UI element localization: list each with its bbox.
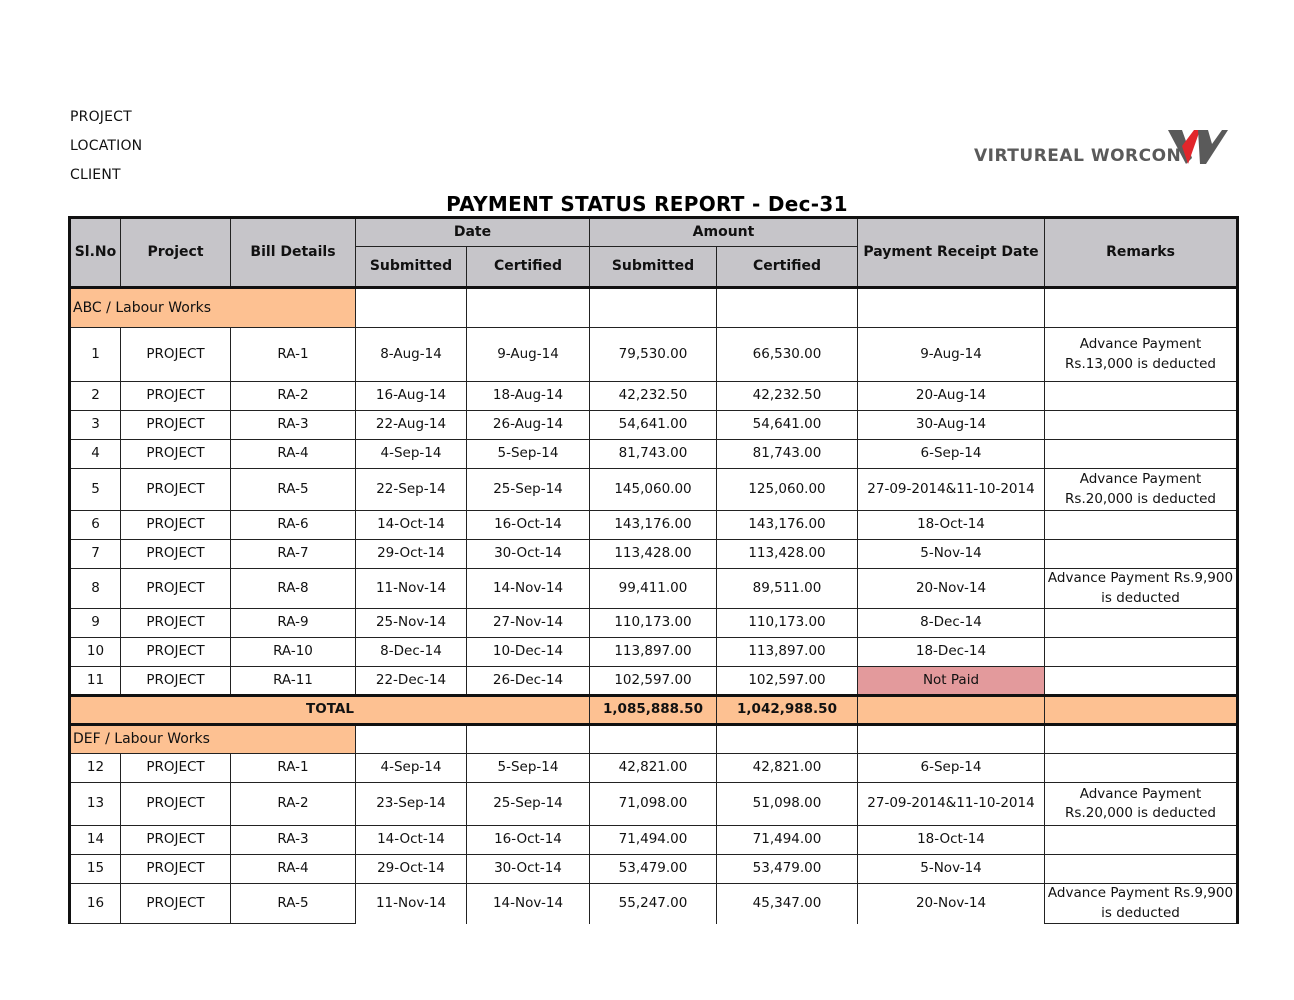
remarks-cell [1045,540,1238,569]
amount-submitted-cell: 113,428.00 [590,540,717,569]
amount-submitted-cell: 143,176.00 [590,511,717,540]
sl-no-cell: 14 [70,826,121,855]
date-certified-cell: 16-Oct-14 [467,511,590,540]
col-header-amount-submitted: Submitted [590,247,717,288]
bill-details-cell: RA-9 [231,609,356,638]
sl-no-cell: 5 [70,469,121,511]
table-row [70,884,1238,924]
date-submitted-cell: 11-Nov-14 [356,884,467,924]
sl-no-cell: 7 [70,540,121,569]
col-header-remarks: Remarks [1045,218,1238,288]
empty-cell [858,696,1045,725]
table-row [70,411,1238,440]
table-row [70,540,1238,569]
remarks-cell [1045,667,1238,696]
remarks-cell [1045,609,1238,638]
date-certified-cell: 30-Oct-14 [467,855,590,884]
empty-cell [1045,725,1238,754]
table-row [70,440,1238,469]
date-certified-cell: 18-Aug-14 [467,382,590,411]
sl-no-cell: 4 [70,440,121,469]
amount-certified-cell: 113,897.00 [717,638,858,667]
label-location: LOCATION [70,138,143,154]
date-submitted-cell: 8-Aug-14 [356,328,467,382]
amount-certified-cell: 110,173.00 [717,609,858,638]
receipt-date-cell: 18-Dec-14 [858,638,1045,667]
amount-submitted-cell: 79,530.00 [590,328,717,382]
project-cell: PROJECT [121,411,231,440]
date-certified-cell: 16-Oct-14 [467,826,590,855]
empty-cell [717,725,858,754]
col-header-date-certified: Certified [467,247,590,288]
table-row [70,382,1238,411]
table-row [70,783,1238,826]
amount-submitted-cell: 71,494.00 [590,826,717,855]
col-header-bill-details: Bill Details [231,218,356,288]
date-certified-cell: 25-Sep-14 [467,783,590,826]
date-submitted-cell: 8-Dec-14 [356,638,467,667]
empty-cell [1045,696,1238,725]
amount-certified-cell: 66,530.00 [717,328,858,382]
report-title: PAYMENT STATUS REPORT - Dec-31 [446,192,848,216]
section-header-row [70,725,1238,754]
amount-certified-cell: 125,060.00 [717,469,858,511]
bill-details-cell: RA-4 [231,440,356,469]
sl-no-cell: 1 [70,328,121,382]
bill-details-cell: RA-11 [231,667,356,696]
date-submitted-cell: 23-Sep-14 [356,783,467,826]
sl-no-cell: 9 [70,609,121,638]
project-cell: PROJECT [121,667,231,696]
table-row [70,328,1238,382]
bill-details-cell: RA-1 [231,328,356,382]
sl-no-cell: 12 [70,754,121,783]
amount-certified-cell: 89,511.00 [717,569,858,609]
payment-status-table [68,216,1239,924]
receipt-date-cell: 30-Aug-14 [858,411,1045,440]
section-title: DEF / Labour Works [70,725,356,754]
amount-submitted-cell: 102,597.00 [590,667,717,696]
date-certified-cell: 5-Sep-14 [467,440,590,469]
receipt-date-cell: 20-Nov-14 [858,569,1045,609]
empty-cell [356,725,467,754]
empty-cell [858,725,1045,754]
amount-certified-cell: 51,098.00 [717,783,858,826]
total-amount-submitted: 1,085,888.50 [590,696,717,725]
date-submitted-cell: 25-Nov-14 [356,609,467,638]
amount-certified-cell: 53,479.00 [717,855,858,884]
remarks-cell [1045,511,1238,540]
amount-submitted-cell: 81,743.00 [590,440,717,469]
sl-no-cell: 10 [70,638,121,667]
receipt-date-cell: 5-Nov-14 [858,540,1045,569]
project-cell: PROJECT [121,609,231,638]
date-certified-cell: 14-Nov-14 [467,569,590,609]
amount-certified-cell: 45,347.00 [717,884,858,924]
remarks-cell [1045,382,1238,411]
table-row [70,638,1238,667]
date-submitted-cell: 22-Sep-14 [356,469,467,511]
bill-details-cell: RA-10 [231,638,356,667]
project-cell: PROJECT [121,328,231,382]
date-submitted-cell: 22-Aug-14 [356,411,467,440]
sl-no-cell: 11 [70,667,121,696]
amount-certified-cell: 81,743.00 [717,440,858,469]
receipt-date-cell: 20-Aug-14 [858,382,1045,411]
receipt-date-cell: 18-Oct-14 [858,826,1045,855]
col-group-amount: Amount [590,218,858,247]
receipt-date-cell: 27-09-2014&11-10-2014 [858,469,1045,511]
date-submitted-cell: 4-Sep-14 [356,440,467,469]
remarks-cell [1045,411,1238,440]
sl-no-cell: 6 [70,511,121,540]
receipt-date-cell: 6-Sep-14 [858,754,1045,783]
sl-no-cell: 16 [70,884,121,924]
remarks-cell: Advance Payment Rs.9,900 is deducted [1045,569,1238,609]
table-row [70,569,1238,609]
empty-cell [717,288,858,328]
empty-cell [858,288,1045,328]
empty-cell [467,725,590,754]
bill-details-cell: RA-1 [231,754,356,783]
bill-details-cell: RA-5 [231,469,356,511]
total-row [70,696,1238,725]
date-submitted-cell: 4-Sep-14 [356,754,467,783]
project-cell: PROJECT [121,884,231,924]
sl-no-cell: 3 [70,411,121,440]
amount-certified-cell: 143,176.00 [717,511,858,540]
remarks-cell: Advance Payment Rs.20,000 is deducted [1045,783,1238,826]
table-row [70,855,1238,884]
sl-no-cell: 15 [70,855,121,884]
date-certified-cell: 27-Nov-14 [467,609,590,638]
date-submitted-cell: 29-Oct-14 [356,540,467,569]
project-cell: PROJECT [121,440,231,469]
receipt-date-cell: 6-Sep-14 [858,440,1045,469]
col-header-date-submitted: Submitted [356,247,467,288]
amount-submitted-cell: 54,641.00 [590,411,717,440]
date-certified-cell: 25-Sep-14 [467,469,590,511]
col-header-slno: Sl.No [70,218,121,288]
date-certified-cell: 14-Nov-14 [467,884,590,924]
empty-cell [590,288,717,328]
date-certified-cell: 10-Dec-14 [467,638,590,667]
table-row [70,469,1238,511]
date-certified-cell: 5-Sep-14 [467,754,590,783]
amount-certified-cell: 102,597.00 [717,667,858,696]
empty-cell [590,725,717,754]
table-body [70,288,1238,924]
bill-details-cell: RA-7 [231,540,356,569]
date-certified-cell: 30-Oct-14 [467,540,590,569]
project-cell: PROJECT [121,638,231,667]
receipt-date-cell: 27-09-2014&11-10-2014 [858,783,1045,826]
company-logo [974,128,1234,168]
amount-certified-cell: 71,494.00 [717,826,858,855]
table-row [70,609,1238,638]
table-row [70,826,1238,855]
receipt-date-cell: 20-Nov-14 [858,884,1045,924]
table-row [70,754,1238,783]
receipt-date-cell: 9-Aug-14 [858,328,1045,382]
amount-submitted-cell: 71,098.00 [590,783,717,826]
col-group-date: Date [356,218,590,247]
remarks-cell: Advance Payment Rs.20,000 is deducted [1045,469,1238,511]
col-header-project: Project [121,218,231,288]
section-header-row [70,288,1238,328]
table-row [70,511,1238,540]
amount-submitted-cell: 55,247.00 [590,884,717,924]
receipt-date-cell: 5-Nov-14 [858,855,1045,884]
project-cell: PROJECT [121,511,231,540]
bill-details-cell: RA-2 [231,783,356,826]
project-cell: PROJECT [121,855,231,884]
sl-no-cell: 13 [70,783,121,826]
bill-details-cell: RA-2 [231,382,356,411]
total-amount-certified: 1,042,988.50 [717,696,858,725]
date-submitted-cell: 22-Dec-14 [356,667,467,696]
remarks-cell [1045,638,1238,667]
bill-details-cell: RA-8 [231,569,356,609]
total-label: TOTAL [70,696,590,725]
empty-cell [467,288,590,328]
project-cell: PROJECT [121,783,231,826]
label-project: PROJECT [70,109,132,125]
bill-details-cell: RA-4 [231,855,356,884]
table-row [70,667,1238,696]
remarks-cell: Advance Payment Rs.13,000 is deducted [1045,328,1238,382]
remarks-cell: Advance Payment Rs.9,900 is deducted [1045,884,1238,924]
amount-submitted-cell: 42,821.00 [590,754,717,783]
date-certified-cell: 26-Aug-14 [467,411,590,440]
amount-submitted-cell: 110,173.00 [590,609,717,638]
project-cell: PROJECT [121,469,231,511]
amount-submitted-cell: 42,232.50 [590,382,717,411]
vw-mark-icon [1168,128,1228,166]
project-cell: PROJECT [121,569,231,609]
amount-certified-cell: 113,428.00 [717,540,858,569]
date-certified-cell: 9-Aug-14 [467,328,590,382]
col-header-receipt-date: Payment Receipt Date [858,218,1045,288]
date-submitted-cell: 14-Oct-14 [356,826,467,855]
remarks-cell [1045,440,1238,469]
label-client: CLIENT [70,167,121,183]
date-certified-cell: 26-Dec-14 [467,667,590,696]
amount-submitted-cell: 113,897.00 [590,638,717,667]
project-cell: PROJECT [121,826,231,855]
amount-certified-cell: 42,821.00 [717,754,858,783]
date-submitted-cell: 16-Aug-14 [356,382,467,411]
date-submitted-cell: 14-Oct-14 [356,511,467,540]
col-header-amount-certified: Certified [717,247,858,288]
remarks-cell [1045,826,1238,855]
bill-details-cell: RA-6 [231,511,356,540]
bill-details-cell: RA-5 [231,884,356,924]
project-cell: PROJECT [121,754,231,783]
receipt-date-cell: 18-Oct-14 [858,511,1045,540]
empty-cell [356,288,467,328]
project-cell: PROJECT [121,382,231,411]
remarks-cell [1045,754,1238,783]
sl-no-cell: 8 [70,569,121,609]
amount-submitted-cell: 145,060.00 [590,469,717,511]
logo-text: VIRTUREAL WORCON [974,146,1182,166]
amount-certified-cell: 54,641.00 [717,411,858,440]
status-badge-not-paid: Not Paid [858,667,1045,696]
section-title: ABC / Labour Works [70,288,356,328]
amount-submitted-cell: 53,479.00 [590,855,717,884]
amount-certified-cell: 42,232.50 [717,382,858,411]
remarks-cell [1045,855,1238,884]
empty-cell [1045,288,1238,328]
receipt-date-cell: 8-Dec-14 [858,609,1045,638]
project-cell: PROJECT [121,540,231,569]
bill-details-cell: RA-3 [231,411,356,440]
amount-submitted-cell: 99,411.00 [590,569,717,609]
sl-no-cell: 2 [70,382,121,411]
date-submitted-cell: 11-Nov-14 [356,569,467,609]
bill-details-cell: RA-3 [231,826,356,855]
date-submitted-cell: 29-Oct-14 [356,855,467,884]
